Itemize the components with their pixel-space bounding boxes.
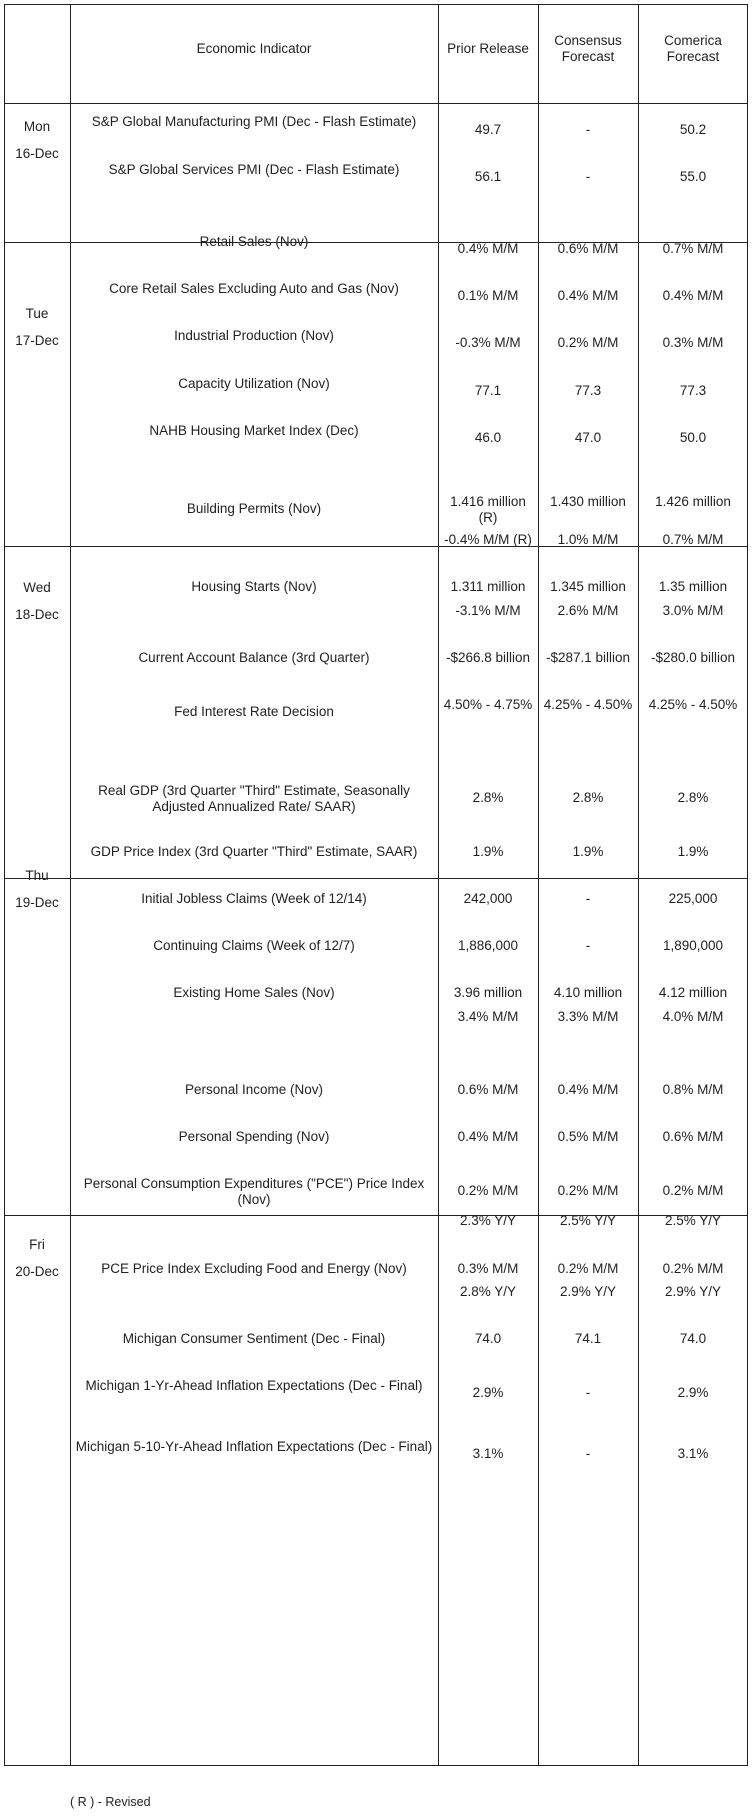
row-divider [4,878,748,879]
prior-value: 0.3% M/M [457,1261,519,1276]
consensus-value: - [585,1385,591,1400]
consensus-value: 47.0 [574,430,602,445]
consensus-value: 2.5% Y/Y [559,1213,617,1228]
comerica-value: 0.3% M/M [662,335,724,350]
comerica-value: 3.0% M/M [662,603,724,618]
consensus-value: 4.10 million [553,985,623,1000]
prior-value: 242,000 [463,891,513,906]
indicator-name: Continuing Claims (Week of 12/7) [153,938,355,953]
comerica-value: 2.8% [677,790,709,805]
consensus-value: 1.345 million [550,579,626,594]
comerica-value: 1.9% [677,844,709,859]
consensus-value: 77.3 [574,383,602,398]
comerica-value: 0.2% M/M [662,1183,724,1198]
indicator-name: Industrial Production (Nov) [174,328,334,343]
consensus-value: 1.9% [572,844,604,859]
indicator-name: Capacity Utilization (Nov) [178,376,330,391]
weekday: Tue [25,306,49,321]
comerica-value: 1.35 million [658,579,728,594]
comerica-value: 1,890,000 [662,938,724,953]
consensus-value: 3.3% M/M [557,1009,619,1024]
consensus-value: 0.5% M/M [557,1129,619,1144]
consensus-value: -$287.1 billion [545,650,631,665]
indicator-name: PCE Price Index Excluding Food and Energy (Nov) [101,1261,407,1276]
prior-value: 3.96 million [453,985,523,1000]
indicator-name: Real GDP (3rd Quarter "Third" Estimate, Seasonally Adjusted Annualized Rate/ SAAR) [98,783,410,814]
column-divider [70,4,71,1766]
comerica-value: 4.25% - 4.50% [648,697,738,712]
date: 17-Dec [15,333,59,348]
prior-value: 0.1% M/M [457,288,519,303]
indicator-name: Personal Spending (Nov) [178,1129,330,1144]
comerica-value: 4.0% M/M [662,1009,724,1024]
day-label [4,862,70,916]
header-economic-indicator: Economic Indicator [196,41,312,56]
prior-value: 2.3% Y/Y [459,1213,517,1228]
comerica-value: 2.9% [677,1385,709,1400]
weekday: Fri [29,1237,45,1252]
header-prior-release: Prior Release [447,41,529,56]
indicator-name: Personal Income (Nov) [184,1082,324,1097]
prior-value: 1.416 million (R) [450,494,526,525]
consensus-value: - [585,1446,591,1461]
consensus-value: 0.2% M/M [557,335,619,350]
prior-value: 2.8% Y/Y [459,1284,517,1299]
comerica-value: 0.7% M/M [662,241,724,256]
prior-value: 77.1 [474,383,502,398]
prior-value: 0.4% M/M [457,1129,519,1144]
indicator-name: Housing Starts (Nov) [191,579,317,594]
prior-value: -3.1% M/M [455,603,521,618]
comerica-value: 0.7% M/M [662,532,724,547]
indicator-name: Existing Home Sales (Nov) [173,985,335,1000]
prior-value: 0.2% M/M [457,1183,519,1198]
comerica-value: 55.0 [679,169,707,184]
comerica-value: 0.2% M/M [662,1261,724,1276]
prior-value: -0.4% M/M (R) [444,532,532,547]
indicator-name: Michigan 5-10-Yr-Ahead Inflation Expectations (Dec - Final) [75,1439,433,1454]
prior-value: 3.4% M/M [457,1009,519,1024]
consensus-value: 1.0% M/M [557,532,619,547]
day-label [4,113,70,167]
consensus-value: 0.6% M/M [557,241,619,256]
weekday: Thu [25,868,49,883]
prior-value: 74.0 [474,1331,502,1346]
column-divider [638,4,639,1766]
prior-value: 46.0 [474,430,502,445]
consensus-value: 0.4% M/M [557,288,619,303]
prior-value: -0.3% M/M [455,335,521,350]
comerica-value: 2.5% Y/Y [664,1213,722,1228]
date: 16-Dec [15,146,59,161]
date: 20-Dec [15,1264,59,1279]
indicator-name: Building Permits (Nov) [186,501,322,516]
comerica-value: 50.2 [679,122,707,137]
consensus-value: 74.1 [574,1331,602,1346]
consensus-value: - [585,122,591,137]
comerica-value: 4.12 million [658,985,728,1000]
consensus-value: - [585,169,591,184]
comerica-value: 0.4% M/M [662,288,724,303]
consensus-value: 2.8% [572,790,604,805]
consensus-value: - [585,891,591,906]
indicator-name: S&P Global Services PMI (Dec - Flash Estimate) [108,162,400,177]
indicator-name: Current Account Balance (3rd Quarter) [138,650,370,665]
row-divider [4,103,748,104]
consensus-value: - [585,938,591,953]
prior-value: 4.50% - 4.75% [443,697,533,712]
table-frame [4,4,748,1766]
day-label [4,1231,70,1285]
prior-value: 2.8% [472,790,504,805]
indicator-name: Fed Interest Rate Decision [174,704,334,719]
consensus-value: 1.430 million [550,494,626,509]
comerica-value: 1.426 million [655,494,731,509]
prior-value: -$266.8 billion [445,650,531,665]
prior-value: 3.1% [472,1446,504,1461]
comerica-value: 0.6% M/M [662,1129,724,1144]
indicator-name: Personal Consumption Expenditures ("PCE") Price Index (Nov) [83,1176,425,1207]
consensus-value: 2.6% M/M [557,603,619,618]
comerica-value: 225,000 [668,891,718,906]
comerica-value: 74.0 [679,1331,707,1346]
date: 19-Dec [15,895,59,910]
column-divider [438,4,439,1766]
consensus-value: 0.2% M/M [557,1261,619,1276]
header-consensus-forecast: Consensus Forecast [554,33,622,64]
day-label [4,300,70,354]
prior-value: 0.6% M/M [457,1082,519,1097]
prior-value: 1,886,000 [457,938,519,953]
indicator-name: Initial Jobless Claims (Week of 12/14) [141,891,367,906]
indicator-name: Retail Sales (Nov) [199,234,309,249]
comerica-value: 2.9% Y/Y [664,1284,722,1299]
indicator-name: S&P Global Manufacturing PMI (Dec - Flash Estimate) [91,114,417,129]
header-comerica-forecast: Comerica Forecast [664,33,722,64]
comerica-value: 3.1% [677,1446,709,1461]
prior-value: 2.9% [472,1385,504,1400]
comerica-value: 0.8% M/M [662,1082,724,1097]
prior-value: 49.7 [474,122,502,137]
comerica-value: -$280.0 billion [650,650,736,665]
consensus-value: 4.25% - 4.50% [543,697,633,712]
prior-value: 1.311 million [450,579,526,594]
consensus-value: 0.4% M/M [557,1082,619,1097]
indicator-name: GDP Price Index (3rd Quarter "Third" Estimate, SAAR) [90,844,418,859]
day-label [4,574,70,628]
indicator-name: Michigan 1-Yr-Ahead Inflation Expectations (Dec - Final) [85,1378,423,1393]
prior-value: 0.4% M/M [457,241,519,256]
comerica-value: 77.3 [679,383,707,398]
date: 18-Dec [15,607,59,622]
comerica-value: 50.0 [679,430,707,445]
indicator-name: Michigan Consumer Sentiment (Dec - Final) [122,1331,386,1346]
indicator-name: NAHB Housing Market Index (Dec) [149,423,359,438]
weekday: Mon [23,119,51,134]
consensus-value: 2.9% Y/Y [559,1284,617,1299]
weekday: Wed [23,580,51,595]
column-divider [538,4,539,1766]
prior-value: 1.9% [472,844,504,859]
indicator-name: Core Retail Sales Excluding Auto and Gas (Nov) [109,281,399,296]
footnote: ( R ) - Revised [70,1795,151,1809]
consensus-value: 0.2% M/M [557,1183,619,1198]
prior-value: 56.1 [474,169,502,184]
